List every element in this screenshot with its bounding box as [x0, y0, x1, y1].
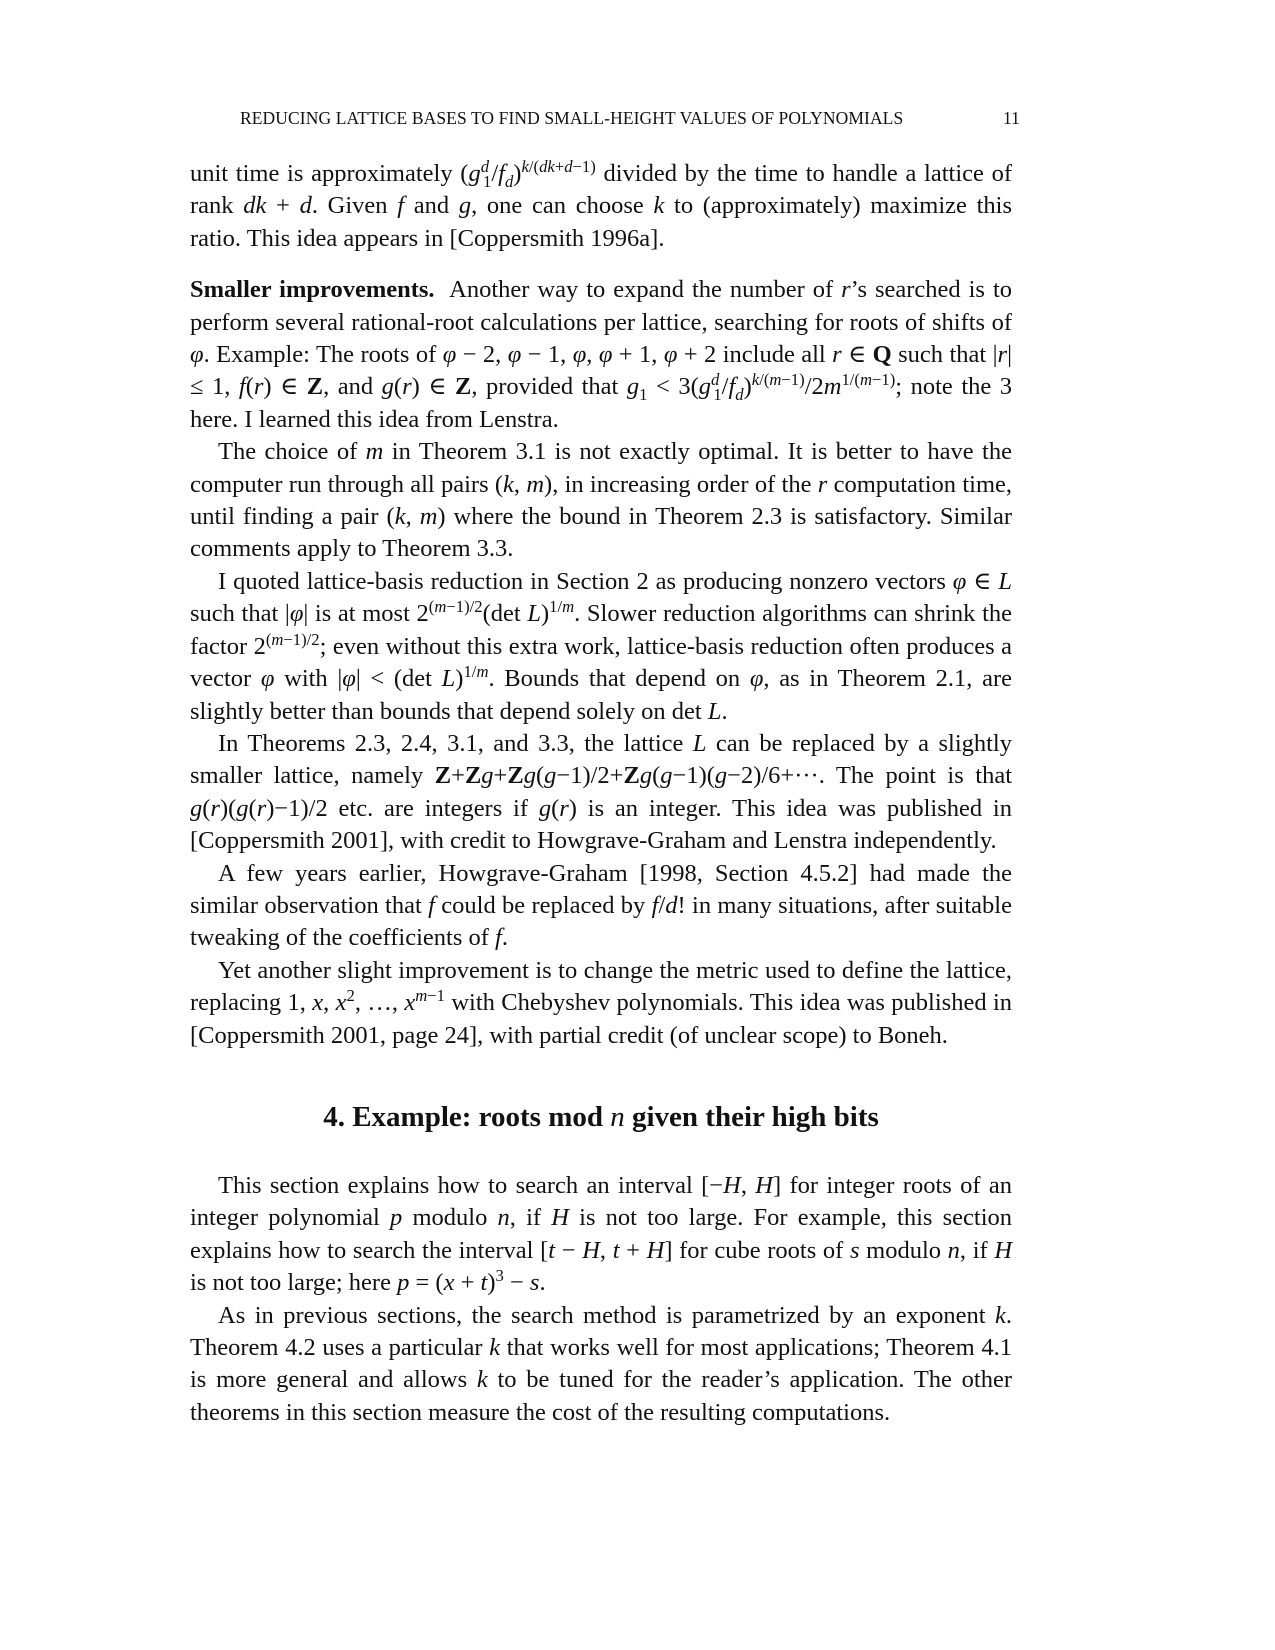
paragraph: In Theorems 2.3, 2.4, 3.1, and 3.3, the lattice L can be replaced by a slightly smaller lattice, namely Z+Zg+Zg(g−1)/2+Zg(g−1)(g−2)/6+···. The point is that g(r)(g(r)−1)/2 etc. are integers if g(r) is an integer. This idea was published in [Coppersmith 2001], with credit to Howgrave-Graham and Lenstra independently.	[190, 729, 1013, 855]
run-in-heading: Smaller improvements.	[190, 276, 435, 304]
section-heading-variable: n	[610, 1100, 625, 1133]
section-heading	[190, 1100, 1012, 1134]
page-number: 11	[1002, 108, 1020, 128]
running-title: REDUCING LATTICE BASES TO FIND SMALL-HEIGHT VALUES OF POLYNOMIALS	[240, 108, 904, 128]
paragraph: Yet another slight improvement is to change the metric used to define the lattice, replacing 1, x, $x^2$, …, $x^{m-1}$ with Chebyshev polynomials. This idea was published in [Coppersmith 2001, page 24], with partial credit (of unclear scope) to Boneh.	[190, 956, 1012, 1049]
paragraph: A few years earlier, Howgrave-Graham [1998, Section 4.5.2] had made the similar observation that f could be replaced by f/d! in many situations, after suitable tweaking of the coefficients of f.	[190, 859, 1012, 952]
section-heading-prefix: 4. Example: roots mod	[323, 1100, 611, 1133]
section-heading-suffix: given their high bits	[624, 1100, 879, 1133]
paragraph-continuation: unit time is approximately $(g^d_1/f_d)^{k/(dk+d-1)}$ divided by the time to handle a lattice of rank dk + d. Given f and g, one can choose k to (approximately) maximize this ratio. This idea appears in [Coppersmith 1996a].	[190, 156, 1012, 252]
paragraph: This section explains how to search an interval [−H, H] for integer roots of an integer polynomial p modulo n, if H is not too large. For example, this section explains how to search the interval [t − H, t + H] for cube roots of s modulo n, if H is not too large; here $p = (x + t)^3 - s$.	[190, 1171, 1013, 1297]
running-header	[240, 108, 1020, 129]
paragraph: The choice of m in Theorem 3.1 is not exactly optimal. It is better to have the computer run through all pairs (k, m), in increasing order of the r computation time, until finding a pair (k, m) where the bound in Theorem 2.3 is satisfactory. Similar comments apply to Theorem 3.3.	[190, 438, 1012, 563]
paragraph: I quoted lattice-basis reduction in Section 2 as producing nonzero vectors φ ∈ L such that |φ| is at most $2^{(m-1)/2}(\det$ L)$^{1/m}$. Slower reduction algorithms can shrink the factor $2^{(m-1)/2}$; even without this extra work, lattice-basis reduction often produces a vector φ with |φ| < (det L)$^{1/m}$. Bounds that depend on φ, as in Theorem 2.1, are slightly better than bounds that depend solely on det L.	[190, 567, 1013, 725]
paragraph: As in previous sections, the search method is parametrized by an exponent k. Theorem 4.2 uses a particular k that works well for most applications; Theorem 4.1 is more general and allows k to be tuned for the reader’s application. The other theorems in this section measure the cost of the resulting computations.	[190, 1301, 1013, 1426]
page-body	[190, 158, 1012, 1429]
paragraph-smaller-improvements: Smaller improvements. Another way to expand the number of r’s searched is to perform several rational-root calculations per lattice, searching for roots of shifts of φ. Example: The roots of φ − 2, φ − 1, φ, φ + 1, φ + 2 include all r ∈ Q such that |r| ≤ 1, f(r) ∈ Z, and g(r) ∈ Z, provided that $g_1 < 3(g^d_1/f_d)^{k/(m-1)}/2m^{1/(m-1)}$; note the 3 here. I learned this idea from Lenstra.	[190, 276, 1013, 433]
